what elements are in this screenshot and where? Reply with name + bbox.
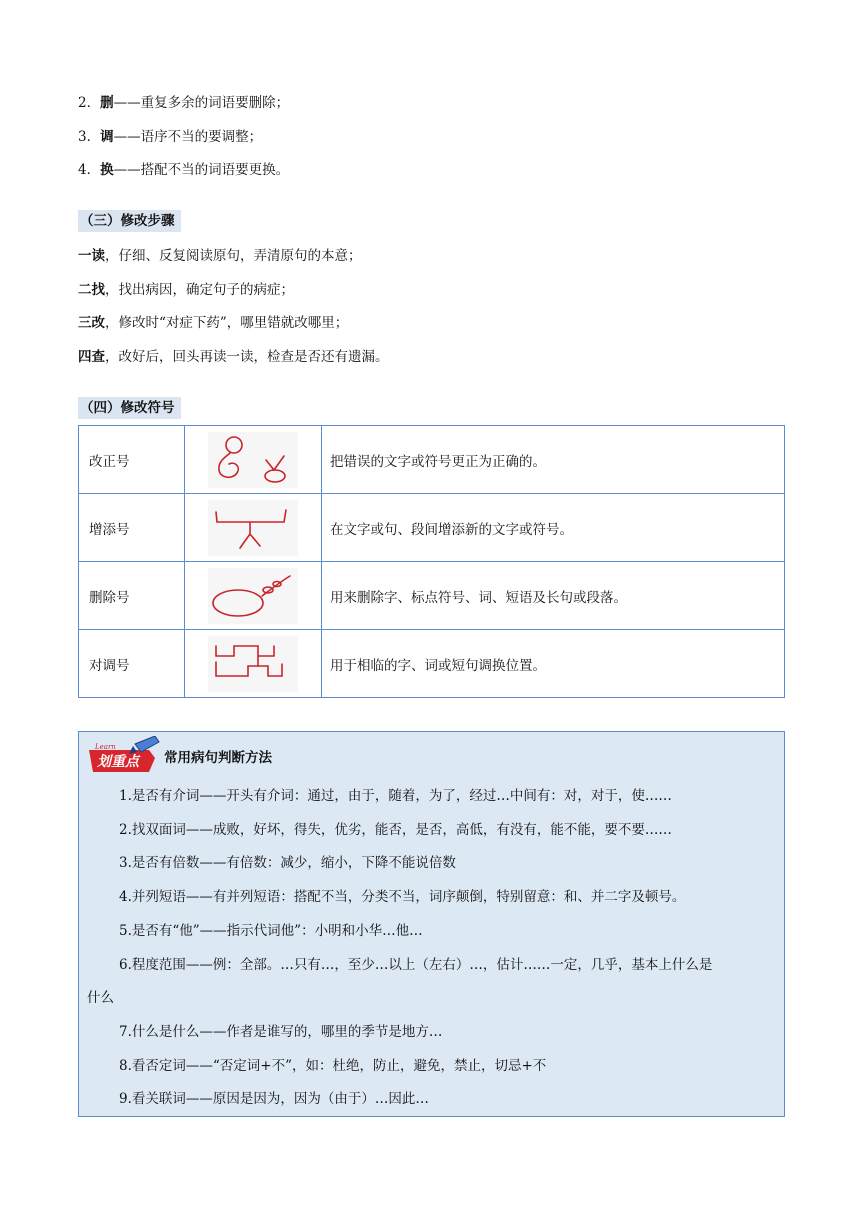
rule-item (78, 160, 289, 180)
tip-item: 6.程度范围——例：全部。…只有…，至少…以上（左右）…，估计……一定，几乎，基本上什么是 (119, 957, 713, 973)
table-row (79, 494, 785, 562)
mark-name: 改正号 (79, 426, 185, 494)
tip-item: 4.并列短语——有并列短语：搭配不当，分类不当，词序颠倒，特别留意：和、并二字及顿号。 (119, 889, 686, 905)
insertion-mark-icon (208, 500, 298, 556)
step-text: ，修改时“对症下药”，哪里错就改哪里； (105, 315, 349, 331)
mark-name: 对调号 (79, 630, 185, 698)
mark-description: 在文字或句、段间增添新的文字或符号。 (322, 494, 785, 562)
rule-key: 删 (100, 95, 114, 111)
rule-text: ——搭配不当的词语要更换。 (113, 162, 290, 178)
step-key: 一读 (78, 248, 105, 264)
tip-item: 9.看关联词——原因是因为，因为（由于）…因此… (119, 1091, 429, 1107)
rule-number: 2． (78, 95, 101, 111)
step-key: 三改 (78, 315, 105, 331)
svg-text:Learn: Learn (95, 743, 116, 751)
table-row (79, 426, 785, 494)
section-heading-marks: （四）修改符号 (78, 397, 181, 419)
tip-item: 2.找双面词——成败，好坏，得失，优劣，能否，是否，高低，有没有，能不能，要不要…… (119, 822, 672, 838)
step-text: ，仔细、反复阅读原句，弄清原句的本意； (105, 248, 362, 264)
mark-description: 用来删除字、标点符号、词、短语及长句或段落。 (322, 562, 785, 630)
step-item (78, 347, 389, 367)
step-key: 四查 (78, 349, 105, 365)
tip-item: 3.是否有倍数——有倍数：减少，缩小，下降不能说倍数 (119, 855, 456, 871)
tip-item: 7.什么是什么——作者是谁写的，哪里的季节是地方… (119, 1024, 443, 1040)
tip-box (78, 731, 785, 1117)
section-heading-steps: （三）修改步骤 (78, 210, 181, 232)
mark-name: 增添号 (79, 494, 185, 562)
table-row (79, 630, 785, 698)
tip-item: 5.是否有“他”——指示代词他”：小明和小华…他… (119, 923, 423, 939)
transposition-mark-icon (208, 636, 298, 692)
proofreading-marks-table (78, 425, 785, 698)
rule-text: ——语序不当的要调整； (113, 129, 263, 145)
rule-item (78, 127, 262, 147)
step-text: ，找出病因，确定句子的病症； (105, 282, 294, 298)
rule-key: 换 (100, 162, 114, 178)
tip-item: 8.看否定词——“否定词+不”，如：杜绝，防止，避免，禁止，切忌+不 (119, 1058, 547, 1074)
step-item (78, 246, 362, 266)
tip-box-title: 常用病句判断方法 (164, 750, 272, 766)
step-text: ，改好后，回头再读一读，检查是否还有遗漏。 (105, 349, 389, 365)
rule-item (78, 93, 289, 113)
tip-item-continuation: 什么 (87, 990, 114, 1006)
mark-name: 删除号 (79, 562, 185, 630)
rule-key: 调 (100, 129, 114, 145)
step-key: 二找 (78, 282, 105, 298)
badge-label: 划重点 (97, 754, 139, 770)
mark-description: 把错误的文字或符号更正为正确的。 (322, 426, 785, 494)
rule-number: 4． (78, 162, 101, 178)
step-item (78, 313, 348, 333)
table-row (79, 562, 785, 630)
correction-mark-icon (208, 432, 298, 488)
tip-item: 1.是否有介词——开头有介词：通过，由于，随着，为了，经过…中间有：对，对于，使…… (119, 788, 672, 804)
mark-description: 用于相临的字、词或短句调换位置。 (322, 630, 785, 698)
step-item (78, 280, 294, 300)
rule-text: ——重复多余的词语要删除； (113, 95, 290, 111)
deletion-mark-icon (208, 568, 298, 624)
rule-number: 3． (78, 129, 101, 145)
